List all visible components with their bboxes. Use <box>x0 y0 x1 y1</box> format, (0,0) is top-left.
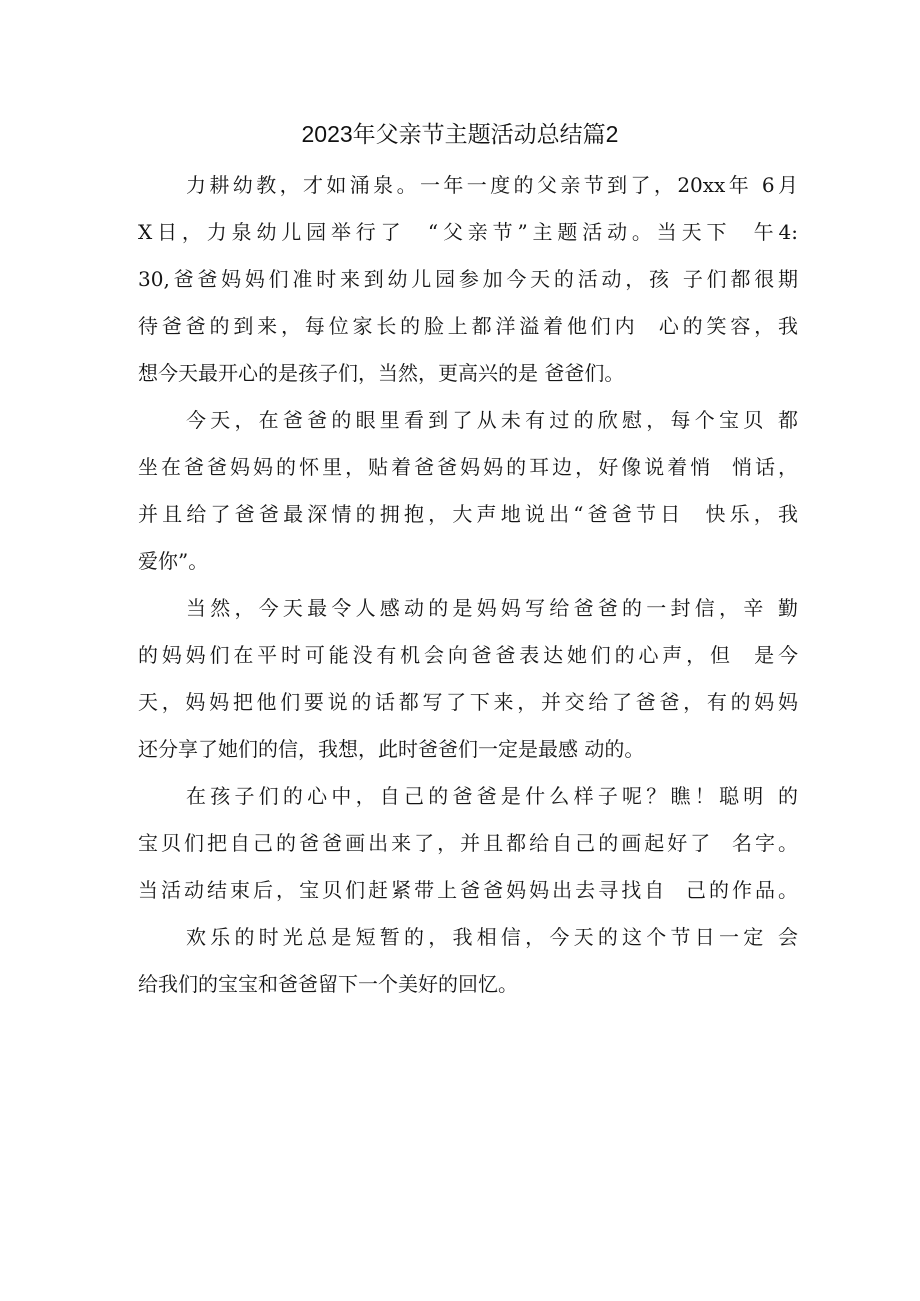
paragraph-4 <box>138 773 798 914</box>
text-line: 给我们的宝宝和爸爸留下一个美好的回忆。 <box>138 972 518 996</box>
text-line: 宝贝们把自己的爸爸画出来了，并且都给自己的画起好了 名字。 <box>138 831 798 855</box>
text-line: 天，妈妈把他们要说的话都写了下来，并交给了爸爸，有的妈妈 <box>138 690 798 714</box>
text-line: 力耕幼教，才如涌泉。一年一度的父亲节到了，20xx年 6月 <box>186 173 798 197</box>
text-line: 坐在爸爸妈妈的怀里，贴着爸爸妈妈的耳边，好像说着悄 悄话， <box>138 455 798 479</box>
document-body <box>138 162 798 1008</box>
text-line: 还分享了她们的信，我想，此时爸爸们一定是最感 动的。 <box>138 737 645 761</box>
text-line: X日，力泉幼儿园举行了 “父亲节”主题活动。当天下 午4: <box>138 220 798 244</box>
text-line: 当然，今天最令人感动的是妈妈写给爸爸的一封信，辛 勤 <box>186 596 798 620</box>
paragraph-1 <box>138 162 798 397</box>
text-line: 今天，在爸爸的眼里看到了从未有过的欣慰，每个宝贝 都 <box>186 408 798 432</box>
text-line: 欢乐的时光总是短暂的，我相信，今天的这个节日一定 会 <box>186 925 798 949</box>
text-line: 待爸爸的到来，每位家长的脸上都洋溢着他们内 心的笑容，我 <box>138 314 798 338</box>
text-line: 30,爸爸妈妈们准时来到幼儿园参加今天的活动，孩 子们都很期 <box>138 267 798 291</box>
text-line: 在孩子们的心中，自己的爸爸是什么样子呢？瞧！聪明 的 <box>186 784 798 808</box>
text-line: 的妈妈们在平时可能没有机会向爸爸表达她们的心声，但 是今 <box>138 643 798 667</box>
paragraph-2 <box>138 397 798 585</box>
paragraph-3 <box>138 585 798 773</box>
text-line: 爱你”。 <box>138 549 209 573</box>
text-line: 想今天最开心的是孩子们，当然，更高兴的是 爸爸们。 <box>138 361 625 385</box>
document-title: 2023年父亲节主题活动总结篇2 <box>301 121 619 147</box>
text-line: 并且给了爸爸最深情的拥抱，大声地说出“爸爸节日 快乐，我 <box>138 502 798 526</box>
paragraph-5 <box>138 914 798 1008</box>
text-line: 当活动结束后，宝贝们赶紧带上爸爸妈妈出去寻找自 己的作品。 <box>138 878 798 902</box>
